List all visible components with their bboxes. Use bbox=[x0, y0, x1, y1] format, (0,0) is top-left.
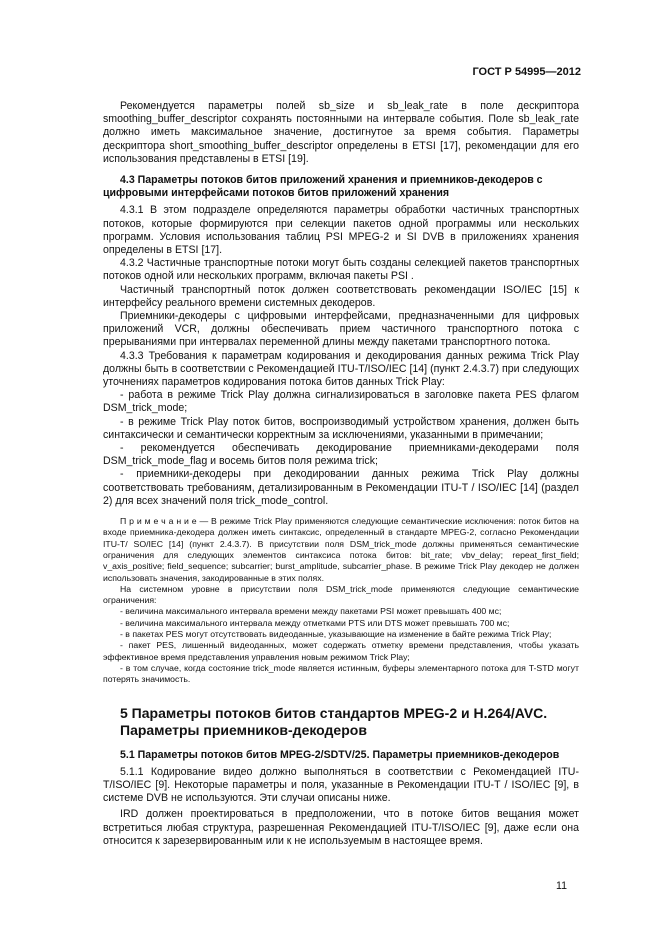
section-5-heading bbox=[103, 705, 579, 739]
paragraph-partial-stream: Частичный транспортный поток должен соответствовать рекомендации ISO/IEC [15] к интерфейсу реального времени системных декодеров. bbox=[103, 283, 579, 309]
paragraph-4-3-1: 4.3.1 В этом подразделе определяются параметры обработки частичных транспортных потоков, которые формируются при селекции пакетов одной программы или нескольких программ. Условия использования таблиц PSI MPEG-2 и SI DVB в приложениях хранения определены в ETSI [17]. bbox=[103, 204, 579, 257]
paragraph-receivers-vcr: Приемники-декодеры с цифровыми интерфейсами, предназначенными для цифровых приложений VCR, должны обеспечивать прием частичного транспортного потока с прерываниями при интервалах переменной длины между пакетами транспортного потока. bbox=[103, 310, 579, 349]
note-list-item: - величина максимального интервала времени между пакетами PSI может превышать 400 мс; bbox=[120, 606, 502, 617]
document-code-header: ГОСТ Р 54995—2012 bbox=[472, 66, 581, 78]
note-paragraph: П р и м е ч а н и е — В режиме Trick Play применяются следующие семантические исключения: поток битов на входе приемника-декодера должен иметь синтаксис, определенный в стандарте MPEG-2, согласно Рекомендации ITU-T/ SO/IEC [14] (пункт 2.4.3.7). В присутствии поля DSM_trick_mode должны применяться семантические ограничения для следующих элементов синтаксиса потока битов: bit_rate; vbv_delay; repeat_first_field; v_axis_positive; field_sequence; subcarrier; burst_amplitude, subcarrier_phase. В режиме Trick Play декодер не должен использовать значения, закодированные в этих полях. bbox=[103, 516, 579, 583]
section-5-title-line1: 5 Параметры потоков битов стандартов MPEG-2 и H.264/AVC. bbox=[120, 704, 548, 721]
section-5-title-line2: Параметры приемников-декодеров bbox=[120, 721, 367, 738]
paragraph-ird: IRD должен проектироваться в предположении, что в потоке битов вещания может встретиться любая структура, разрешенная Рекомендацией ITU-T/ISO/IEC [9], даже если она относится к зарезервированным или к не используемым в настоящее время. bbox=[103, 808, 579, 847]
page-body bbox=[103, 100, 579, 848]
list-item-decoder-requirements: - приемники-декодеры при декодировании данных режима Trick Play должны соответствовать требованиям, детализированным в Рекомендации ITU-T / ISO/IEC [14] (раздел 2) для всех значений поля trick_mode_control. bbox=[103, 468, 579, 507]
note-list-item: - пакет PES, лишенный видеоданных, может содержать отметку времени представления, чтобы указать эффективное время представления управления новым режимом Trick Play; bbox=[103, 640, 579, 662]
page-number: 11 bbox=[556, 880, 567, 892]
list-item-bitstream-correct: - в режиме Trick Play поток битов, воспроизводимый устройством хранения, должен быть синтаксически и семантически корректным за исключениями, указанными в примечании; bbox=[103, 415, 579, 441]
note-list-item: - в том случае, когда состояние trick_mode является истинным, буферы элементарного потока для T-STD могут потерять значимость. bbox=[103, 662, 579, 685]
list-item-decode-flag: - рекомендуется обеспечивать декодирование приемниками-декодерами поля DSM_trick_mode_flag и восемь битов поля режима trick; bbox=[103, 442, 579, 468]
paragraph-5-1-1: 5.1.1 Кодирование видео должно выполняться в соответствии с Рекомендацией ITU-T/ISO/IEC [9]. Некоторые параметры и поля, указанные в Рекомендации ITU-T / ISO/IEC [9], в системе DVB не используются. Эти случаи описаны ниже. bbox=[103, 765, 579, 805]
section-4-3-heading: 4.3 Параметры потоков битов приложений хранения и приемников-декодеров с цифровыми интерфейсами потоков битов приложений хранения bbox=[103, 174, 543, 200]
list-item-trick-play-signal: - работа в режиме Trick Play должна сигнализироваться в заголовке пакета PES флагом DSM_trick_mode; bbox=[103, 389, 579, 415]
section-5-1-heading: 5.1 Параметры потоков битов MPEG-2/SDTV/25. Параметры приемников-декодеров bbox=[120, 748, 560, 761]
note-list-item: - величина максимального интервала между отметками PTS или DTS может превышать 700 мс; bbox=[120, 617, 510, 628]
note-system-level: На системном уровне в присутствии поля DSM_trick_mode применяются следующие семантические ограничения: bbox=[103, 583, 579, 606]
note-list-item: - в пакетах PES могут отсутствовать видеоданные, указывающие на изменение в байте режима Trick Play; bbox=[120, 629, 552, 640]
paragraph-4-3-2: 4.3.2 Частичные транспортные потоки могут быть созданы селекцией пакетов транспортных потоков одной или нескольких программ, включая пакеты PSI . bbox=[103, 257, 579, 283]
intro-paragraph: Рекомендуется параметры полей sb_size и sb_leak_rate в поле дескриптора smoothing_buffer_descriptor сохранять постоянными на интервале события. Поле sb_leak_rate должно иметь максимальное значение, достигнутое за время события. Параметры дескриптора short_smoothing_buffer_descriptor определены в ETSI [17], рекомендации для его использования представлены в ETSI [19]. bbox=[103, 100, 579, 165]
paragraph-4-3-3: 4.3.3 Требования к параметрам кодирования и декодирования данных режима Trick Play должны быть в соответствии с Рекомендацией ITU-T/ISO/IEC [14] (пункт 2.4.3.7) при следующих уточнениях параметров кодирования потока битов данных Trick Play: bbox=[103, 349, 579, 389]
